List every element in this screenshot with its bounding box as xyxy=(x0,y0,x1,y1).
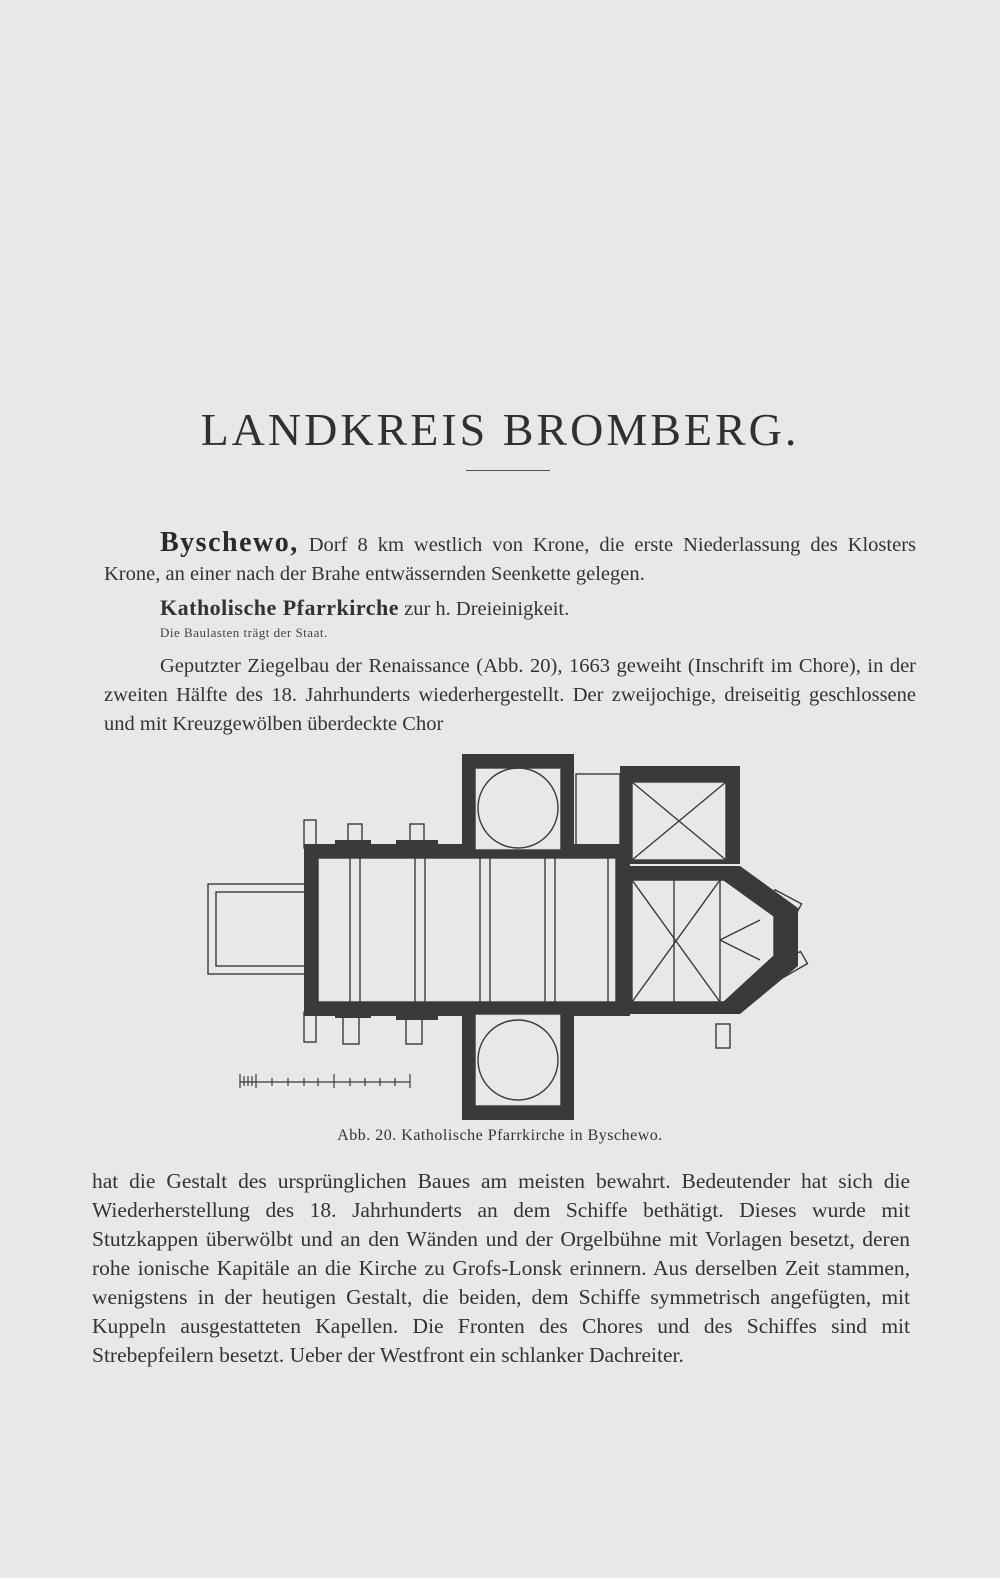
church-dedication: zur h. Dreieinigkeit. xyxy=(399,598,570,620)
page-title: LANDKREIS BROMBERG. xyxy=(200,403,800,455)
figure-caption: Abb. 20. Katholische Pfarrkirche in Byschewo. xyxy=(337,1127,663,1144)
body-paragraph-1: Geputzter Ziegelbau der Renaissance (Abb. 20), 1663 geweiht (Inschrift im Chore), in der zweiten Hälfte des 18. Jahrhunderts wiederhergestellt. Der zweijochige, dreiseitig geschlossene und mit Kreuzgewölben überdeckte Chor xyxy=(104,655,916,735)
place-description: Dorf 8 km westlich von Krone, die erste Niederlassung des Klosters Krone, an einer nach der Brahe entwässernden Seenkette gelegen. xyxy=(104,534,916,585)
church-floor-plan xyxy=(200,748,810,1126)
church-heading xyxy=(104,593,916,624)
scale-bar xyxy=(240,1074,410,1088)
floor-plan-drawing xyxy=(208,754,807,1120)
title-divider xyxy=(466,470,550,471)
place-name: Byschewo, xyxy=(160,527,299,558)
body-paragraph-2: hat die Gestalt des ursprünglichen Baues am meisten bewahrt. Bedeutender hat sich die Wiederherstellung des 18. Jahrhunderts an dem Schiffe bethätigt. Dieses wurde mit Stutzkappen überwölbt und an den Wänden und der Orgelbühne mit Vorlagen besetzt, deren rohe ionische Kapitäle an die Kirche zu Grofs-Lonsk erinnern. Aus derselben Zeit stammen, wenigstens in der heutigen Gestalt, die beiden, dem Schiffe symmetrisch angefügten, mit Kuppeln ausgestatteten Kapellen. Die Fronten des Chores und des Schiffes sind mit Strebepfeilern besetzt. Ueber der Westfront ein schlanker Dachreiter. xyxy=(92,1169,910,1367)
west-porch xyxy=(208,884,308,974)
patronage-note: Die Baulasten trägt der Staat. xyxy=(160,625,328,640)
church-name: Katholische Pfarrkirche xyxy=(160,595,399,620)
entry-intro-paragraph xyxy=(104,528,916,589)
